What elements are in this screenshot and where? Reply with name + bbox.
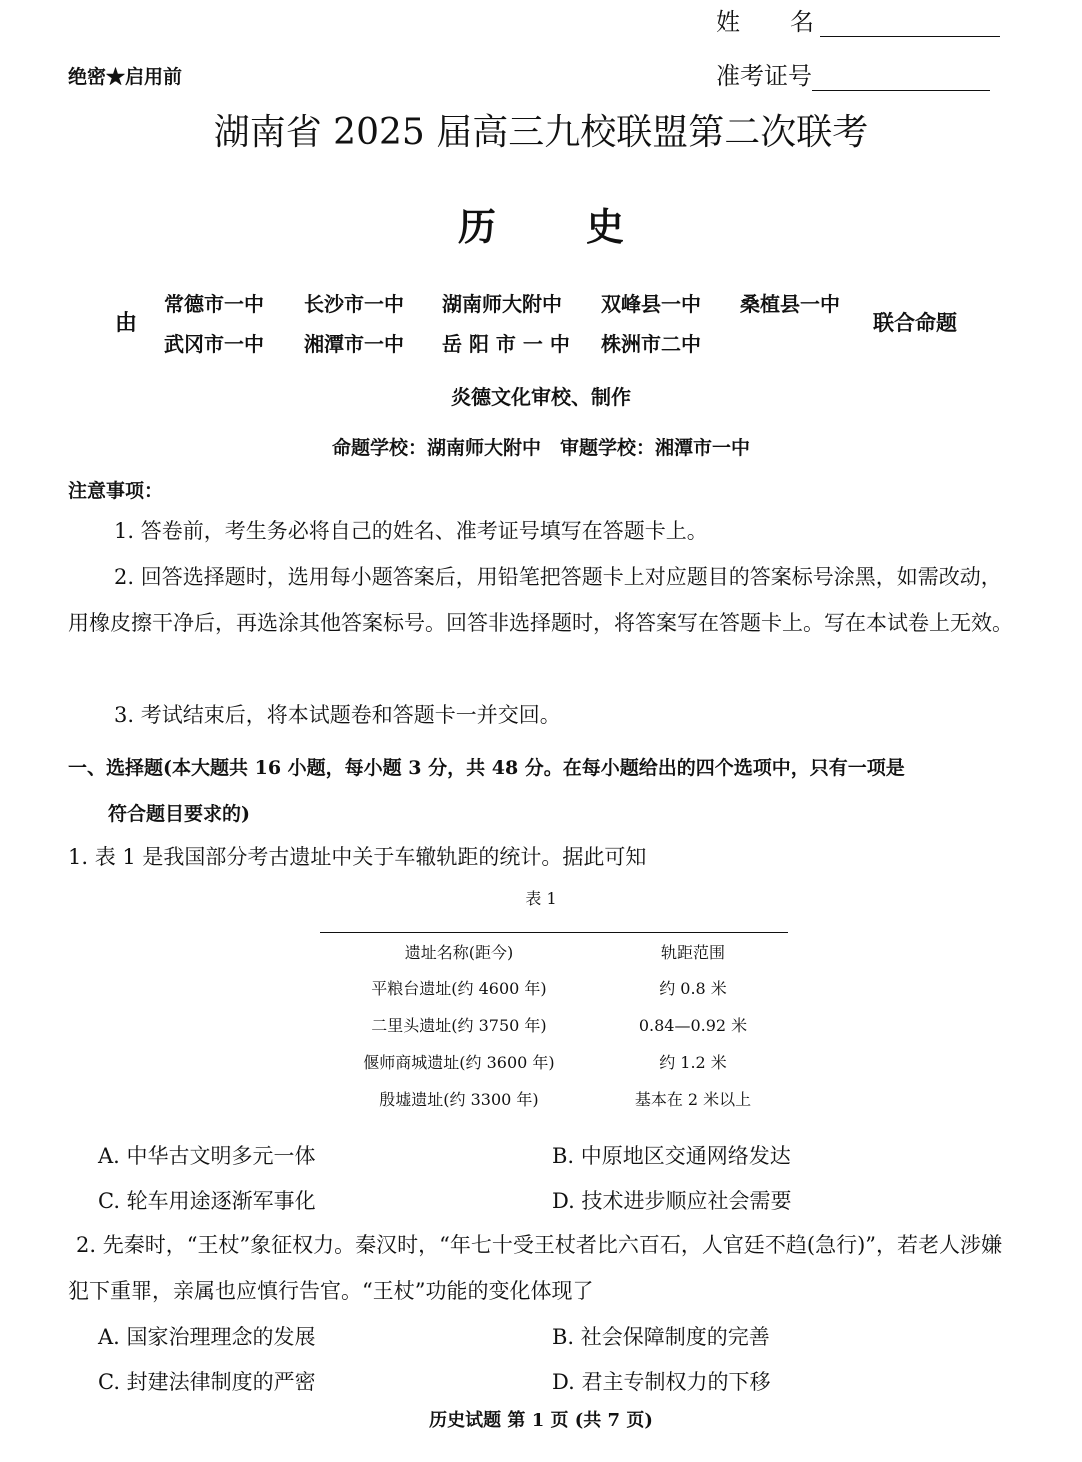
table-caption: 表 1 xyxy=(525,889,557,908)
question-2-stem: 2. 先秦时，“王杖”象征权力。秦汉时，“年七十受王杖者比六百石，人官廷不趋(急行)”，若老人涉嫌犯下重罪，亲属也应慎行告官。“王杖”功能的变化体现了 xyxy=(68,1233,1003,1303)
name-blank[interactable] xyxy=(820,8,1000,37)
question-1-stem: 1. 表 1 是我国部分考古遗址中关于车辙轨距的统计。据此可知 xyxy=(68,845,647,869)
question-2-option-c[interactable]: C. 封建法律制度的严密 xyxy=(98,1370,316,1394)
section-heading xyxy=(68,745,1013,837)
track-gauge-table xyxy=(320,932,788,1117)
question-1-option-c[interactable]: C. 轮车用途逐渐军事化 xyxy=(98,1189,316,1213)
id-blank[interactable] xyxy=(812,62,990,91)
table-cell: 约 1.2 米 xyxy=(659,1053,727,1072)
table-row xyxy=(320,1006,788,1043)
table-cell: 殷墟遗址(约 3300 年) xyxy=(379,1090,539,1109)
table-header-cell: 遗址名称(距今) xyxy=(320,933,598,970)
table-cell: 基本在 2 米以上 xyxy=(634,1090,752,1109)
question-2-option-a[interactable]: A. 国家治理理念的发展 xyxy=(98,1325,316,1349)
note-item: 2. 回答选择题时，选用每小题答案后，用铅笔把答题卡上对应题目的答案标号涂黑，如需改动，用橡皮擦干净后，再选涂其他答案标号。回答非选择题时，将答案写在答题卡上。写在本试卷上无效。 xyxy=(68,565,1013,635)
school-item: 株洲市二中 xyxy=(601,332,701,356)
table-row xyxy=(320,969,788,1006)
table-cell: 约 0.8 米 xyxy=(659,979,727,998)
school-item: 桑植县一中 xyxy=(740,292,840,316)
page-footer: 历史试题 第 1 页 (共 7 页) xyxy=(429,1410,653,1431)
subject-title: 历史 xyxy=(457,204,714,249)
question-2-option-b[interactable]: B. 社会保障制度的完善 xyxy=(552,1325,770,1349)
school-item: 双峰县一中 xyxy=(601,292,701,316)
question-1-option-b[interactable]: B. 中原地区交通网络发达 xyxy=(552,1144,791,1168)
id-label: 准考证号 xyxy=(716,62,812,90)
table-cell: 偃师商城遗址(约 3600 年) xyxy=(363,1053,555,1072)
notes-title: 注意事项： xyxy=(68,480,164,502)
school-item: 长沙市一中 xyxy=(304,292,404,316)
table-header-cell: 轨距范围 xyxy=(598,933,788,970)
note-item: 3. 考试结束后，将本试题卷和答题卡一并交回。 xyxy=(114,703,561,727)
school-item: 湖南师大附中 xyxy=(442,292,562,316)
setters-line: 命题学校：湖南师大附中 审题学校：湘潭市一中 xyxy=(331,437,750,459)
school-item: 岳 阳 市 一 中 xyxy=(442,332,570,356)
section-heading-text: 一、选择题(本大题共 16 小题，每小题 3 分，共 48 分。在每小题给出的四个选项中，只有一项是 xyxy=(68,757,905,779)
table-row xyxy=(320,1043,788,1080)
table-header-row xyxy=(320,933,788,970)
secret-label: 绝密★启用前 xyxy=(68,66,183,88)
id-field[interactable] xyxy=(716,56,990,91)
table-cell: 平粮台遗址(约 4600 年) xyxy=(371,979,547,998)
exam-title: 湖南省 2025 届高三九校联盟第二次联考 xyxy=(213,112,869,153)
schools-suffix: 联合命题 xyxy=(873,310,957,335)
name-field[interactable] xyxy=(716,2,1000,37)
question-1-option-d[interactable]: D. 技术进步顺应社会需要 xyxy=(552,1189,792,1213)
question-1-option-a[interactable]: A. 中华古文明多元一体 xyxy=(98,1144,316,1168)
table-cell: 二里头遗址(约 3750 年) xyxy=(371,1016,547,1035)
school-item: 武冈市一中 xyxy=(164,332,264,356)
schools-prefix: 由 xyxy=(115,310,138,336)
section-heading-cont: 符合题目要求的) xyxy=(108,803,250,825)
producer-line: 炎德文化审校、制作 xyxy=(451,385,631,409)
question-2-option-d[interactable]: D. 君主专制权力的下移 xyxy=(552,1370,771,1394)
table-row xyxy=(320,1080,788,1117)
school-item: 常德市一中 xyxy=(164,292,264,316)
name-label: 姓名 xyxy=(716,8,864,36)
school-item: 湘潭市一中 xyxy=(304,332,404,356)
note-item: 1. 答卷前，考生务必将自己的姓名、准考证号填写在答题卡上。 xyxy=(114,519,708,543)
table-cell: 0.84—0.92 米 xyxy=(638,1016,748,1035)
